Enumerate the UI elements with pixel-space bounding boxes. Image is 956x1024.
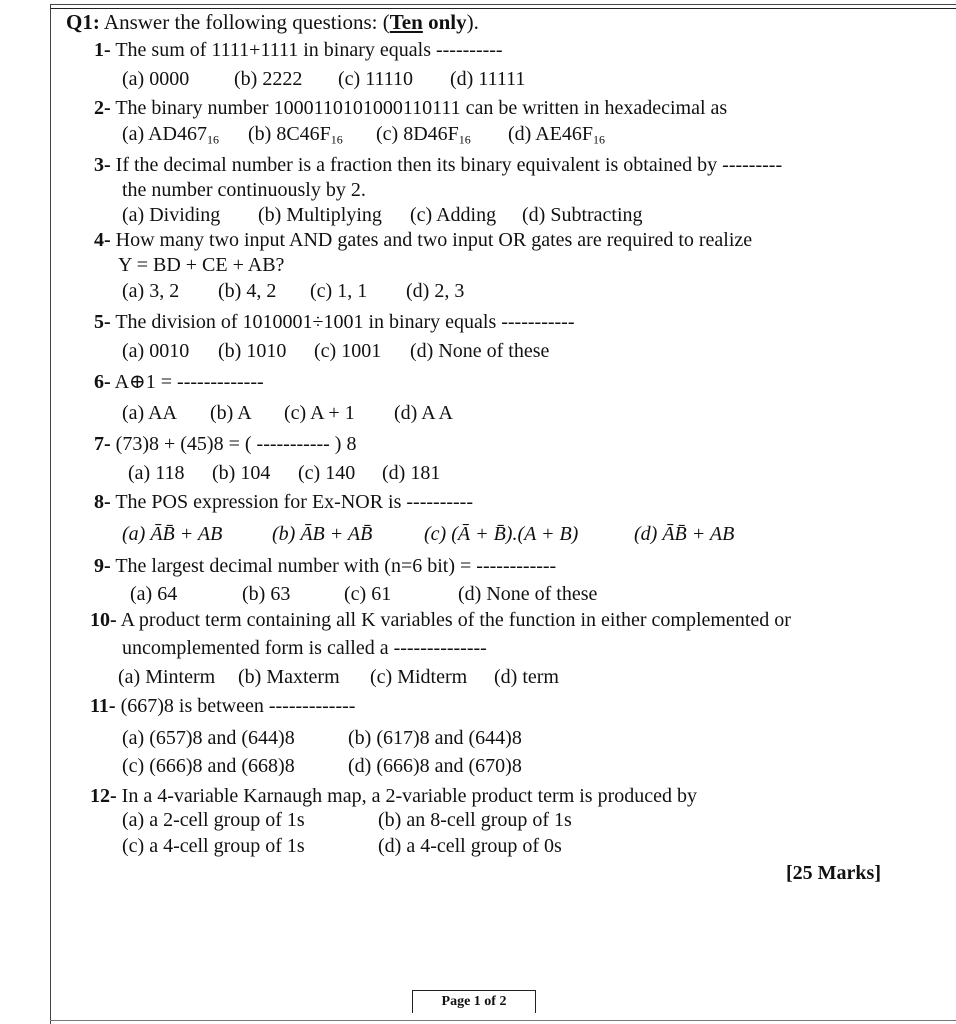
question-text: The sum of 1111+1111 in binary equals ---------- bbox=[115, 39, 503, 61]
option-12d: (d) a 4-cell group of 0s bbox=[378, 835, 562, 857]
heading-text: Answer the following questions: ( bbox=[99, 10, 390, 34]
option-2d bbox=[508, 122, 605, 146]
question-number: 9- bbox=[94, 555, 111, 577]
option-5d: (d) None of these bbox=[410, 340, 550, 362]
question-text: The binary number 1000110101000110111 can be written in hexadecimal as bbox=[115, 97, 728, 119]
question-text: If the decimal number is a fraction then its binary equivalent is obtained by --------- bbox=[115, 154, 783, 176]
option-9b: (b) 63 bbox=[242, 583, 291, 605]
option-8a: (a) ĀB̄ + AB bbox=[122, 523, 223, 545]
option-1c: (c) 11110 bbox=[338, 68, 413, 90]
option-8b: (b) ĀB + AB̄ bbox=[272, 523, 373, 545]
option-8c: (c) (Ā + B̄).(A + B) bbox=[424, 523, 579, 545]
option-11c: (c) (666)8 and (668)8 bbox=[122, 755, 295, 777]
option-12b: (b) an 8-cell group of 1s bbox=[378, 809, 572, 831]
heading-ten: Ten bbox=[389, 10, 423, 34]
question-text: The division of 1010001÷1001 in binary equals ----------- bbox=[115, 311, 575, 333]
question-1 bbox=[94, 38, 503, 62]
question-number: 6- bbox=[94, 371, 111, 393]
top-rule bbox=[50, 4, 956, 5]
question-number: 4- bbox=[94, 229, 111, 251]
bottom-rule bbox=[50, 1020, 956, 1021]
question-number: 11- bbox=[90, 695, 116, 717]
option-text: (d) AE46F bbox=[508, 123, 593, 145]
left-rule bbox=[50, 4, 51, 1024]
question-text: A product term containing all K variables of the function in either complemented or bbox=[120, 609, 791, 631]
option-11b: (b) (617)8 and (644)8 bbox=[348, 727, 522, 749]
section-heading bbox=[66, 10, 479, 34]
option-1a: (a) 0000 bbox=[122, 68, 190, 90]
option-12c: (c) a 4-cell group of 1s bbox=[122, 835, 305, 857]
option-8d: (d) ĀB̄ + AB bbox=[634, 523, 735, 545]
question-text: (667)8 is between ------------- bbox=[120, 695, 356, 717]
question-number: 10- bbox=[90, 609, 117, 631]
option-1b: (b) 2222 bbox=[234, 68, 303, 90]
option-text: (b) 8C46F bbox=[248, 123, 331, 145]
option-7b: (b) 104 bbox=[212, 462, 271, 484]
question-text: How many two input AND gates and two input OR gates are required to realize bbox=[115, 229, 753, 251]
option-1d: (d) 11111 bbox=[450, 68, 526, 90]
option-3c: (c) Adding bbox=[410, 204, 497, 226]
page-footer: Page 1 of 2 bbox=[412, 990, 536, 1013]
option-5a: (a) 0010 bbox=[122, 340, 190, 362]
option-6a: (a) AA bbox=[122, 402, 177, 424]
question-6 bbox=[94, 370, 264, 394]
question-4-expression: Y = BD + CE + AB? bbox=[118, 254, 285, 276]
option-12a: (a) a 2-cell group of 1s bbox=[122, 809, 305, 831]
option-5b: (b) 1010 bbox=[218, 340, 287, 362]
question-3 bbox=[94, 153, 782, 177]
option-4d: (d) 2, 3 bbox=[406, 280, 465, 302]
question-4 bbox=[94, 228, 752, 252]
base-subscript: 16 bbox=[458, 132, 471, 147]
option-3b: (b) Multiplying bbox=[258, 204, 382, 226]
question-number: 1- bbox=[94, 39, 111, 61]
option-2c bbox=[376, 122, 471, 146]
option-text: (c) 8D46F bbox=[376, 123, 459, 145]
base-subscript: 16 bbox=[330, 132, 343, 147]
question-10-continued: uncomplemented form is called a -------------- bbox=[122, 637, 487, 659]
question-3-continued: the number continuously by 2. bbox=[122, 179, 366, 201]
heading-only: only bbox=[422, 10, 467, 34]
option-overline-text: (b) A bbox=[210, 402, 252, 424]
question-10 bbox=[90, 608, 791, 632]
option-3d: (d) Subtracting bbox=[522, 204, 643, 226]
question-2 bbox=[94, 96, 727, 120]
question-11 bbox=[90, 694, 355, 718]
question-text: A⊕1 = ------------- bbox=[114, 371, 264, 393]
question-7 bbox=[94, 432, 356, 456]
option-11a: (a) (657)8 and (644)8 bbox=[122, 727, 295, 749]
option-7c: (c) 140 bbox=[298, 462, 356, 484]
question-text: The POS expression for Ex-NOR is ---------- bbox=[115, 491, 473, 513]
base-subscript: 16 bbox=[206, 132, 219, 147]
question-label: Q1: bbox=[66, 10, 100, 34]
option-9a: (a) 64 bbox=[130, 583, 178, 605]
option-7a: (a) 118 bbox=[128, 462, 185, 484]
option-9d: (d) None of these bbox=[458, 583, 598, 605]
question-number: 3- bbox=[94, 154, 111, 176]
question-number: 2- bbox=[94, 97, 111, 119]
option-2a bbox=[122, 122, 219, 146]
question-number: 5- bbox=[94, 311, 111, 333]
question-8 bbox=[94, 490, 473, 514]
option-10a: (a) Minterm bbox=[118, 666, 216, 688]
option-7d: (d) 181 bbox=[382, 462, 441, 484]
top-rule-double bbox=[50, 8, 956, 9]
question-text: In a 4-variable Karnaugh map, a 2-variable product term is produced by bbox=[121, 785, 698, 807]
question-text: The largest decimal number with (n=6 bit) = ------------ bbox=[115, 555, 557, 577]
question-text: (73)8 + (45)8 = ( ----------- ) 8 bbox=[115, 433, 357, 455]
option-text: (a) AD467 bbox=[122, 123, 207, 145]
option-2b bbox=[248, 122, 343, 146]
heading-close: ). bbox=[466, 10, 479, 34]
base-subscript: 16 bbox=[593, 132, 605, 147]
option-11d: (d) (666)8 and (670)8 bbox=[348, 755, 522, 777]
option-3a: (a) Dividing bbox=[122, 204, 221, 226]
option-4c: (c) 1, 1 bbox=[310, 280, 368, 302]
option-10b: (b) Maxterm bbox=[238, 666, 340, 688]
option-6d: (d) A A bbox=[394, 402, 453, 424]
question-12 bbox=[90, 784, 697, 808]
question-number: 12- bbox=[90, 785, 117, 807]
question-9 bbox=[94, 554, 556, 578]
option-6c: (c) A + 1 bbox=[284, 402, 355, 424]
option-10d: (d) term bbox=[494, 666, 559, 688]
question-number: 7- bbox=[94, 433, 111, 455]
option-10c: (c) Midterm bbox=[370, 666, 468, 688]
marks-label: [25 Marks] bbox=[786, 862, 881, 884]
question-number: 8- bbox=[94, 491, 111, 513]
option-4b: (b) 4, 2 bbox=[218, 280, 277, 302]
option-4a: (a) 3, 2 bbox=[122, 280, 180, 302]
option-5c: (c) 1001 bbox=[314, 340, 382, 362]
option-9c: (c) 61 bbox=[344, 583, 392, 605]
option-6b bbox=[210, 401, 252, 425]
question-5 bbox=[94, 310, 575, 334]
